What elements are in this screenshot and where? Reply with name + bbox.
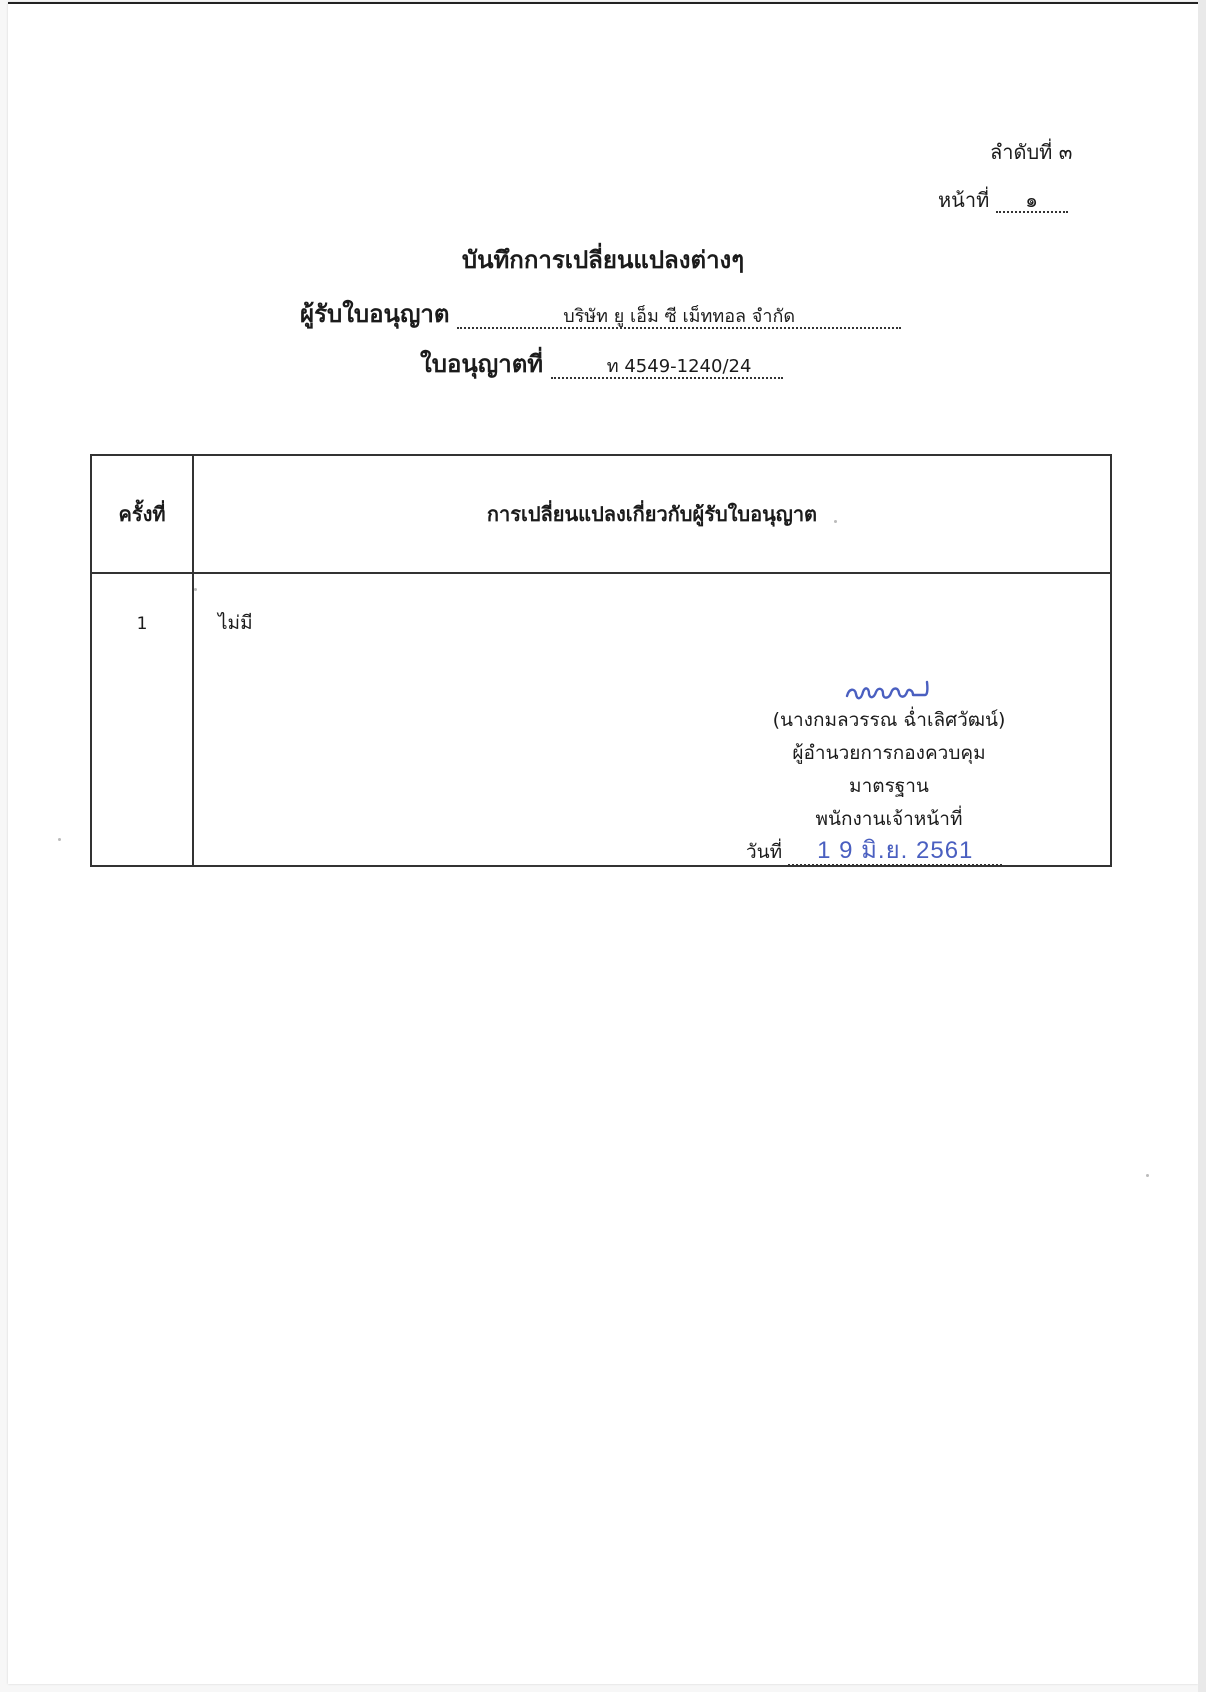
column-header-detail: การเปลี่ยนแปลงเกี่ยวกับผู้รับใบอนุญาต	[193, 455, 1111, 573]
date-stamp: 1 9 มิ.ย. 2561	[788, 838, 1002, 866]
licensee-value: บริษัท ยู เอ็ม ซี เม็ททอล จำกัด	[457, 307, 901, 329]
scan-speck	[58, 838, 61, 841]
signature-scribble-icon	[843, 674, 935, 704]
licensee-label: ผู้รับใบอนุญาต	[300, 300, 450, 328]
document-page	[8, 2, 1198, 1684]
page-number-line	[938, 184, 1068, 216]
scan-speck	[834, 520, 837, 523]
row-detail-text: ไม่มี	[218, 612, 253, 634]
sequence-label: ลำดับที่ ๓	[990, 140, 1073, 164]
column-header-no: ครั้งที่	[91, 455, 193, 573]
license-number-label: ใบอนุญาตที่	[420, 350, 544, 378]
license-number-line	[420, 344, 783, 383]
changes-table	[90, 454, 1112, 867]
document-title: บันทึกการเปลี่ยนแปลงต่างๆ	[461, 246, 745, 274]
license-number-value: ท 4549-1240/24	[551, 357, 783, 379]
table-row	[91, 573, 1111, 866]
scan-speck	[1146, 1174, 1149, 1177]
row-detail-cell	[193, 573, 1111, 866]
scan-edge	[1198, 0, 1206, 1692]
signature-block	[746, 664, 1024, 869]
page-number-label: หน้าที่	[938, 188, 990, 212]
handwritten-signature	[754, 664, 1024, 704]
table-header-row	[91, 455, 1111, 573]
row-number: 1	[91, 573, 193, 866]
page-number-value: ๑	[996, 189, 1068, 213]
licensee-line	[300, 294, 901, 333]
signer-name: (นางกมลวรรณ ฉ่ำเลิศวัฒน์)	[772, 709, 1006, 731]
scan-speck	[194, 588, 197, 591]
signer-role: พนักงานเจ้าหน้าที่	[815, 808, 963, 830]
signature-date-line	[746, 836, 1024, 869]
date-label: วันที่	[746, 841, 783, 863]
signer-position: ผู้อำนวยการกองควบคุมมาตรฐาน	[792, 742, 986, 797]
